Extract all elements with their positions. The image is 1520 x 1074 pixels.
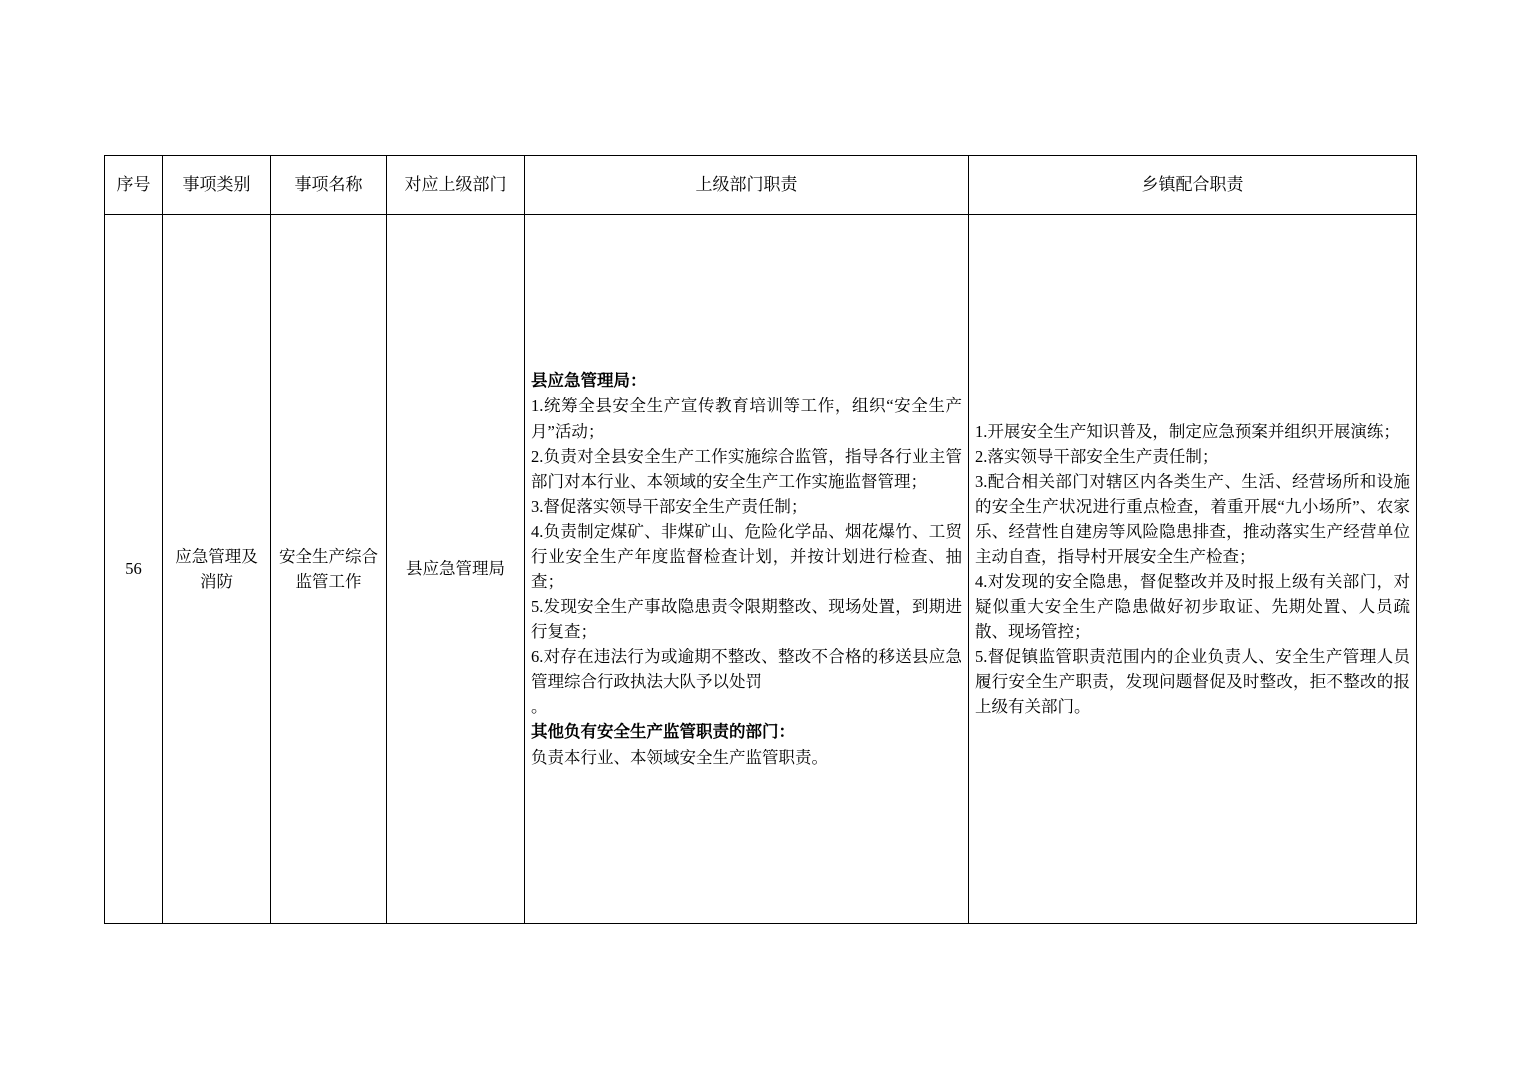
table-row (105, 215, 1417, 924)
duty-paragraph: 3.督促落实领导干部安全生产责任制； (531, 496, 808, 516)
table-header (105, 156, 1417, 215)
header-cell-no: 序号 (105, 156, 163, 215)
duty-paragraph: 其他负有安全生产监管职责的部门： (531, 722, 795, 742)
cell-category: 应急管理及消防 (163, 215, 271, 924)
header-cell-item-name: 事项名称 (271, 156, 387, 215)
cell-upper-dept: 县应急管理局 (387, 215, 525, 924)
upper-duty-paragraphs (531, 368, 962, 769)
table-body (105, 215, 1417, 924)
duty-paragraph: 3.配合相关部门对辖区内各类生产、生活、经营场所和设施的安全生产状况进行重点检查，着重开展“九小场所”、农家乐、经营性自建房等风险隐患排查，推动落实生产经营单位主动自查，指导村开展安全生产检查； (975, 471, 1410, 566)
duty-paragraph: 负责本行业、本领域安全生产监管职责。 (531, 747, 828, 767)
header-cell-upper-dept: 对应上级部门 (387, 156, 525, 215)
duty-paragraph: 2.落实领导干部安全生产责任制； (975, 446, 1219, 466)
table-header-row (105, 156, 1417, 215)
duty-paragraph: 6.对存在违法行为或逾期不整改、整改不合格的移送县应急管理综合行政执法大队予以处罚 (531, 647, 962, 692)
header-cell-town-duty: 乡镇配合职责 (969, 156, 1417, 215)
cell-item-name: 安全生产综合监管工作 (271, 215, 387, 924)
duty-paragraph: 1.开展安全生产知识普及，制定应急预案并组织开展演练； (975, 421, 1400, 441)
duty-paragraph: 县应急管理局： (531, 371, 647, 391)
duty-paragraph: 4.负责制定煤矿、非煤矿山、危险化学品、烟花爆竹、工贸行业安全生产年度监督检查计划，并按计划进行检查、抽查； (531, 521, 962, 591)
header-cell-upper-duty: 上级部门职责 (525, 156, 969, 215)
header-cell-category: 事项类别 (163, 156, 271, 215)
duty-paragraph: 5.督促镇监管职责范围内的企业负责人、安全生产管理人员履行安全生产职责，发现问题督促及时整改，拒不整改的报上级有关部门。 (975, 647, 1410, 717)
responsibility-table (104, 155, 1417, 924)
town-duty-paragraphs (975, 419, 1410, 720)
duty-paragraph: 4.对发现的安全隐患，督促整改并及时报上级有关部门，对疑似重大安全生产隐患做好初步取证、先期处置、人员疏散、现场管控； (975, 572, 1410, 642)
duty-paragraph: 2.负责对全县安全生产工作实施综合监管，指导各行业主管部门对本行业、本领域的安全生产工作实施监督管理； (531, 446, 962, 491)
duty-paragraph: 5.发现安全生产事故隐患责令限期整改、现场处置，到期进行复查； (531, 597, 962, 642)
duty-paragraph: 1.统筹全县安全生产宣传教育培训等工作，组织“安全生产月”活动； (531, 396, 962, 441)
cell-town-duty (969, 215, 1417, 924)
cell-upper-duty (525, 215, 969, 924)
cell-no: 56 (105, 215, 163, 924)
duty-paragraph: 。 (531, 697, 548, 717)
